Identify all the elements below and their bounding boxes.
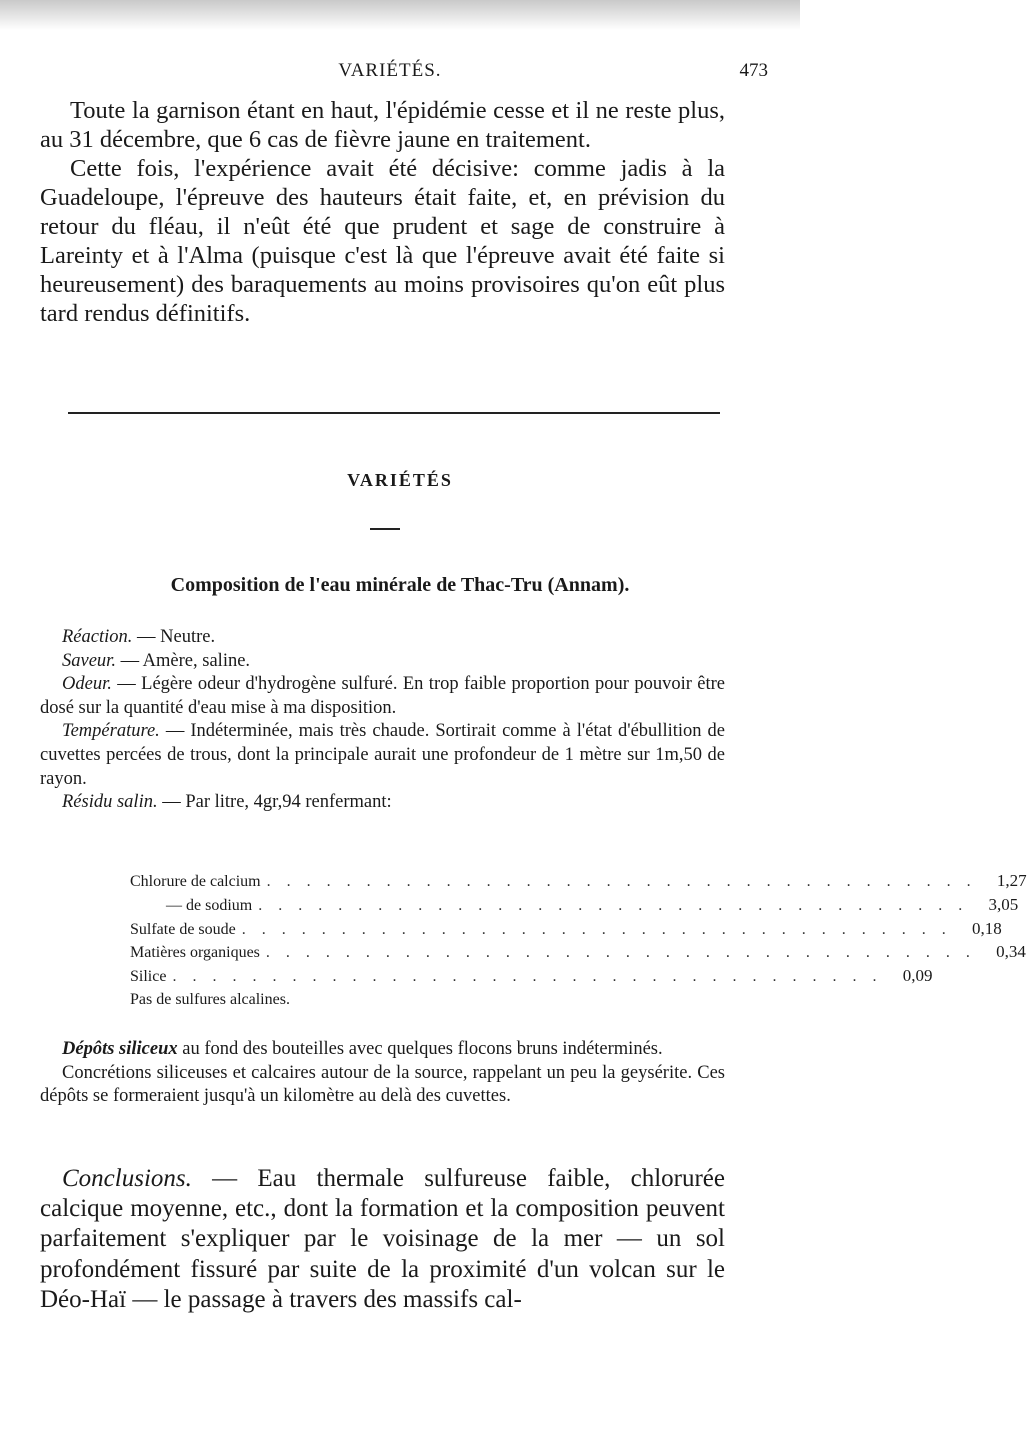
property-text: — Indéterminée, mais très chaude. Sortirait comme à l'état d'ébullition de cuvettes percées de trous, dont la principale aurait une profondeur de 1 mètre sur 1m,50 de rayon.: [40, 721, 725, 789]
component-name: Chlorure de calcium: [130, 873, 261, 890]
page-edge-shadow: [0, 0, 800, 30]
title-dash: [370, 528, 400, 530]
table-row: [130, 918, 1002, 942]
component-name: — de sodium: [166, 896, 253, 914]
article-title: Composition de l'eau minérale de Thac-Tru (Annam).: [170, 574, 630, 596]
conclusion-block: [40, 1164, 725, 1315]
property-label: Réaction.: [62, 627, 133, 647]
leader-dots: . . . . . . . . . . . . . . . . . . . . . . . . . . . . . . . . . . . .: [265, 944, 976, 962]
property-label: Résidu salin.: [62, 792, 158, 813]
property-label: Saveur.: [62, 650, 116, 671]
property-saveur: [40, 650, 725, 674]
intro-paragraph-1: Toute la garnison étant en haut, l'épidémie cesse et il ne reste plus, au 31 décembre, que 6 cas de fièvre jaune en traitement.: [40, 97, 725, 153]
conclusion-text: — Eau thermale sulfureuse faible, chlorurée calcique moyenne, etc., dont la formation et la composition peuvent parfaitement s'expliquer par le voisinage de la mer — un sol profondément fissuré par suite de la proximité d'un volcan sur le Déo-Haï — le passage à travers des massifs cal-: [40, 1165, 725, 1313]
properties-block: [40, 626, 725, 815]
deposits-text: au fond des bouteilles avec quelques flocons bruns indéterminés.: [177, 1039, 663, 1059]
leader-dots: . . . . . . . . . . . . . . . . . . . . . . . . . . . . . . . . . . . .: [172, 968, 883, 986]
component-value: 3,05: [988, 894, 1019, 914]
page-number: 473: [739, 60, 768, 81]
component-value: 0,09: [902, 966, 933, 986]
property-odeur: [40, 673, 725, 720]
property-text: — Légère odeur d'hydrogène sulfuré. En trop faible proportion pour pouvoir être dosé sur la quantité d'eau mise à ma disposition.: [40, 674, 725, 718]
deposits-block: [40, 1038, 725, 1109]
property-text: — Amère, saline.: [115, 650, 251, 671]
running-head: [40, 60, 768, 88]
table-row: [130, 965, 933, 989]
table-row: [130, 870, 1027, 894]
running-head-title: VARIÉTÉS.: [338, 60, 442, 81]
property-label: Odeur.: [62, 674, 112, 695]
concretions-paragraph: Concrétions siliceuses et calcaires autour de la source, rappelant un peu la geysérite. Ces dépôts se formeraient jusqu'à un kilomètre au delà des cuvettes.: [40, 1062, 725, 1107]
property-label: Température.: [62, 721, 160, 742]
property-text: — Par litre, 4gr,94 renfermant:: [157, 792, 392, 813]
intro-paragraph-2: Cette fois, l'expérience avait été décisive: comme jadis à la Guadeloupe, l'épreuve des hauteurs était faite, et, en prévision du retour du fléau, il n'eût été que prudent et sage de construire à Lareinty et à l'Alma (puisque c'est là que l'épreuve avait été faite si heureusement) des baraquements au moins provisoires qu'on eût plus tard rendus définitifs.: [40, 155, 725, 327]
section-title: VARIÉTÉS: [347, 470, 453, 490]
table-row: [130, 894, 1019, 918]
component-value: 1,27: [996, 871, 1027, 890]
intro-text: [40, 96, 725, 328]
property-temperature: [40, 720, 725, 791]
component-value: 0,18: [972, 918, 1002, 938]
component-value: 0,34: [996, 942, 1026, 962]
property-text: — Neutre.: [132, 627, 216, 647]
section-divider: [68, 412, 720, 414]
property-reaction: [40, 626, 725, 650]
conclusion-paragraph: [40, 1164, 725, 1315]
table-row: [130, 941, 1026, 965]
deposits-paragraph: [40, 1038, 725, 1062]
leader-dots: . . . . . . . . . . . . . . . . . . . . . . . . . . . . . . . . . . . .: [258, 896, 969, 914]
component-name: Matières organiques: [130, 944, 260, 962]
leader-dots: . . . . . . . . . . . . . . . . . . . . . . . . . . . . . . . . . . . .: [266, 873, 977, 890]
leader-dots: . . . . . . . . . . . . . . . . . . . . . . . . . . . . . . . . . . . .: [241, 920, 952, 938]
property-residu: [40, 791, 725, 815]
deposits-label: Dépôts siliceux: [62, 1039, 178, 1059]
composition-table: [130, 870, 1027, 1012]
composition-note: Pas de sulfures alcalines.: [130, 990, 290, 1008]
component-name: Sulfate de soude: [130, 920, 236, 938]
component-name: Silice: [130, 968, 167, 986]
conclusion-label: Conclusions.: [62, 1165, 192, 1192]
